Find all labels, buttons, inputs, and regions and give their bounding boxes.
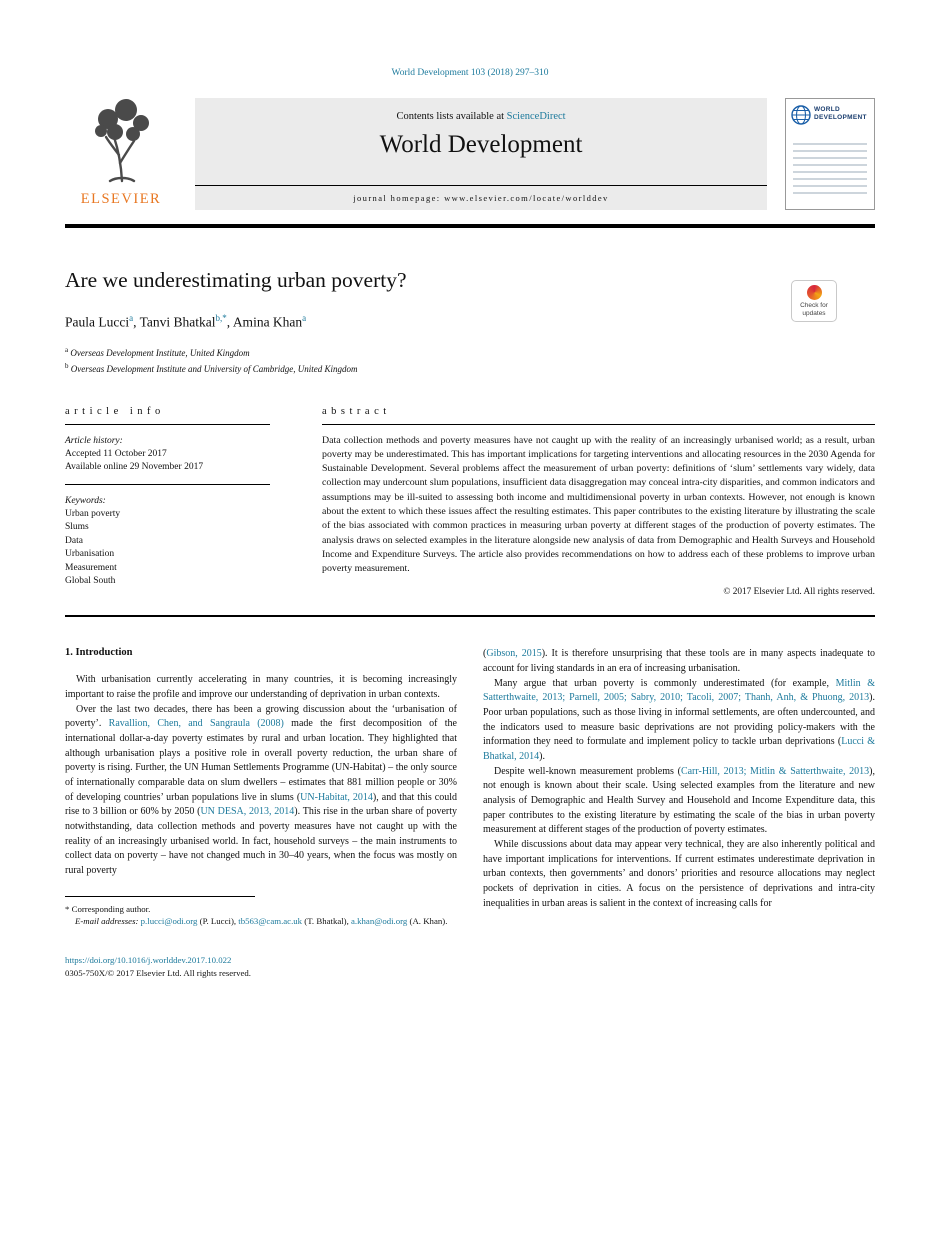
journal-title: World Development [379,131,583,158]
section-heading-introduction: 1. Introduction [65,647,133,659]
journal-banner [195,98,767,210]
text-segment: ), not enough is known about their scale. Using selected examples from the literature and new analysis of Demographic and Health Survey and Household and Income Expenditure data, this paper contributes to the existing literature by estimating the scale of the bias in urban poverty measurement at different stages of the production of poverty estimates. [483,765,875,836]
check-updates-badge[interactable] [791,280,837,322]
section-divider [65,615,875,617]
author-separator: , [133,314,140,330]
email-link[interactable]: p.lucci@odi.org [140,916,198,927]
elsevier-wordmark: ELSEVIER [80,191,162,207]
citation-link[interactable]: UN-Habitat, 2014 [300,791,373,803]
check-updates-label: Check for updates [800,302,828,317]
text-segment: (T. Bhatkal), [302,916,352,927]
body-paragraph [483,677,875,765]
email-link[interactable]: tb563@cam.ac.uk [238,916,303,927]
body-paragraph [65,703,457,879]
cover-title: WORLD DEVELOPMENT [814,106,867,121]
email-addresses [65,915,457,928]
journal-citation[interactable]: World Development 103 (2018) 297–310 [391,68,549,78]
banner-divider [195,185,767,186]
affiliation-line: $^a$ Overseas Development Institute, United Kingdom [65,345,250,358]
author-name: Tanvi Bhatkal [139,314,216,330]
citation-link[interactable]: Carr-Hill, 2013; Mitlin & Satterthwaite, 2013 [680,765,870,777]
cover-text-lines [793,143,867,199]
keyword-item: Data [65,535,83,546]
journal-homepage-link[interactable]: journal homepage: www.elsevier.com/locate/worlddev [353,193,609,203]
author-name: Paula Lucci [65,314,130,330]
body-paragraph [483,838,875,911]
rule [65,484,270,485]
article-body [65,647,875,979]
abstract-text: Data collection methods and poverty measures have not caught up with the reality of an increasingly urbanised world; as a result, urban poverty may be underestimated. This has important implications for targeting interventions and allocating resources in the 2030 Agenda for Sustainable Development. Several problems affect the measurement of urban poverty: definitions of ‘slum’ settlements vary widely, data collection may undercount slum populations, insufficient data disaggregation may conceal intra-city disparities, and common indicators and assumptions may be ill-suited to assessing both income and multidimensional poverty in urban contexts. However, not enough is known about the extent to which these issues affect the resulting estimates. This paper contributes to the existing literature by illustrating the scale of the bias associated with common practices in measuring urban poverty at different stages of the production of poverty estimates. The analysis draws on selected examples in the literature alongside new analysis of data from Demographic and Health Surveys and Household Income and Expenditure Surveys. The article also provides recommendations on how to address each of these problems to improve urban poverty measurement. [322,434,875,575]
citation-link[interactable]: Gibson, 2015 [486,648,542,660]
body-column-left [65,647,457,979]
citation-link[interactable]: Ravallion, Chen, and Sangraula (2008) [108,718,284,730]
text-segment: Despite well-known measurement problems ( [494,765,681,777]
author-separator: , [226,314,233,330]
body-column-right [483,647,875,979]
citation-link[interactable]: Mitlin & Satterthwaite, 2013; Parnell, 2005; Sabry, 2010; Tacoli, 2007; Thanh, Anh, & Phuong, 2013 [483,677,875,704]
text-segment: ). [539,751,545,763]
keywords-label: Keywords: [65,495,106,506]
abstract-heading: abstract [322,405,391,417]
text-segment: (P. Lucci), [197,916,239,927]
affiliations [65,344,875,376]
footnote-rule [65,896,255,897]
body-paragraph [483,765,875,838]
text-segment: While discussions about data may appear very technical, they are also inherently political and have important implications for interventions. If current estimates underestimate deprivation in urban contexts, then governments’ and donors’ priorities and resource allocations may neglect pockets of deprivation in cities. A focus on the persistence of deprivations and intra-city inequalities in urban areas is salient in the context of increasing calls for [483,839,875,909]
article-title: Are we underestimating urban poverty? [65,268,407,292]
doi-block [65,954,457,980]
body-paragraph [483,647,875,676]
rule [65,424,270,425]
author-affiliation-sup[interactable]: b,* [215,313,227,323]
keyword-item: Slums [65,522,89,532]
text-segment: ), and that this could rise to 3 billion or 60% by 2050 ( [65,791,457,818]
author-name: Amina Khan [232,314,303,330]
elsevier-tree-icon [84,97,158,190]
info-abstract-section [65,406,875,598]
text-segment: Many argue that urban poverty is commonly underestimated (for example, [494,677,836,689]
crossmark-icon [807,285,822,300]
authors-line [65,313,875,331]
text-segment: E-mail addresses: [75,916,141,927]
keyword-item: Global South [65,576,116,586]
keyword-item: Urban poverty [65,508,121,519]
author-affiliation-sup[interactable]: a [302,313,307,323]
sciencedirect-link[interactable]: ScienceDirect [506,111,566,122]
contents-line [396,111,565,122]
text-segment: ). Poor urban populations, such as those living in informal settlements, are often undercounted, and the indicators used to measure basic deprivations are not providing policy-makers with the information they need to formulate and implement policy to tackle urban deprivations ( [483,692,875,748]
contents-line-text: Contents lists available at [396,111,507,122]
article-history-label: Article history: [65,435,123,446]
journal-header [65,98,875,210]
history-item: Available online 29 November 2017 [65,462,204,472]
citation-link[interactable]: UN DESA, 2013, 2014 [200,806,295,818]
text-segment: (A. Khan). [407,916,448,927]
footnote-block [65,896,457,928]
text-segment: made the first decomposition of the international dollar-a-day poverty estimates by rural and urban location. They highlighted that although urbanisation plays a positive role in overall poverty reduction, the urban share of poverty is rising. Further, the UN Human Settlements Programme (UN-Habitat) – the only source of internationally comparable data on slum dwellers – estimates that 881 million people or 30% of developing countries’ urban populations live in slums ( [65,718,457,803]
journal-cover [785,98,875,210]
abstract-column [322,406,875,598]
issn-line: 0305-750X/© 2017 Elsevier Ltd. All rights reserved. [65,967,252,978]
author-affiliation-sup[interactable]: a [129,313,134,323]
text-segment: ). This rise in the urban share of poverty notwithstanding, data collection methods and poverty measures have not caught up with the reality of an increasingly urbanised world. In fact, household surveys – the main instruments to collect data on poverty – have not changed much in 30–40 years, when the focus was mostly on rural poverty [65,806,458,876]
email-link[interactable]: a.khan@odi.org [351,916,408,927]
text-segment: ). It is therefore unsurprising that these tools are in many aspects inadequate to account for living standards in an era of increasing urbanisation. [483,648,875,675]
doi-link[interactable]: https://doi.org/10.1016/j.worlddev.2017.10.022 [65,954,232,965]
globe-icon [791,105,811,130]
rule [322,424,875,425]
keyword-item: Measurement [65,562,117,573]
article-info-heading: article info [65,405,165,417]
text-segment: ( [483,648,487,660]
copyright-line: © 2017 Elsevier Ltd. All rights reserved. [723,587,875,598]
text-segment: With urbanisation currently accelerating in many countries, it is becoming increasingly important to raise the profile and improve our understanding of deprivation in urban contexts. [65,674,457,701]
citation-link[interactable]: Lucci & Bhatkal, 2014 [483,736,875,763]
history-item: Accepted 11 October 2017 [65,448,167,459]
header-divider [65,224,875,228]
text-segment: Over the last two decades, there has been a growing discussion about the ‘urbanisation of poverty’. [65,703,457,730]
elsevier-logo [65,98,177,210]
affiliation-line: $^b$ Overseas Development Institute and University of Cambridge, United Kingdom [65,361,358,374]
article-info-column [65,406,270,598]
corresponding-author-note: * Corresponding author. [65,903,151,914]
body-paragraph [65,673,457,702]
keyword-item: Urbanisation [65,549,115,559]
